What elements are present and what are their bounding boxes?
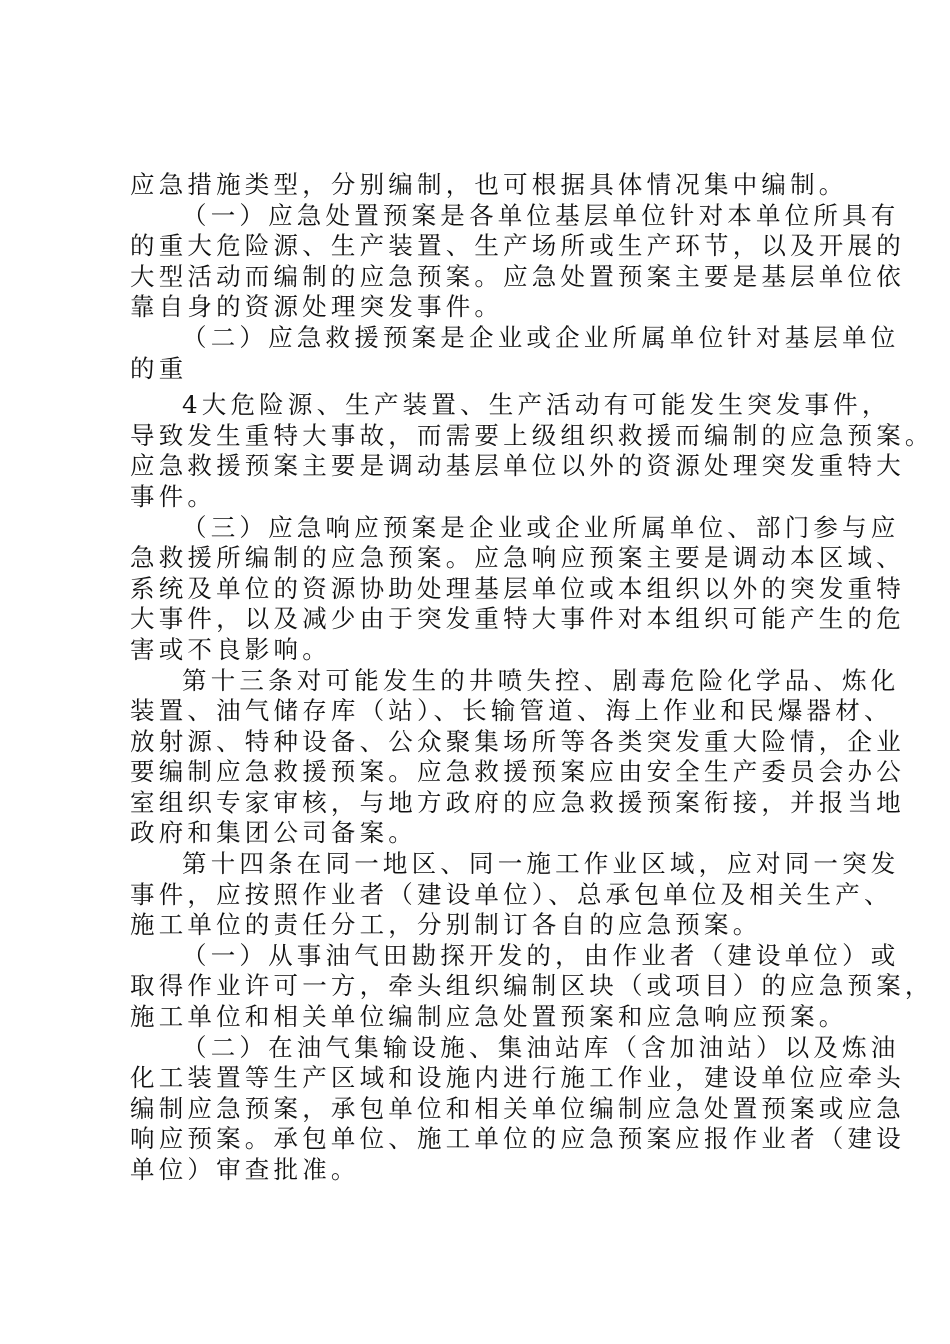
text-line: 第十三条对可能发生的井喷失控、剧毒危险化学品、炼化 — [182, 665, 900, 695]
text-line: （二）在油气集输设施、集油站库（含加油站）以及炼油 — [182, 1032, 900, 1062]
text-line: 室组织专家审核，与地方政府的应急救援预案衔接，并报当地 — [130, 787, 905, 817]
text-line: 应急救援预案主要是调动基层单位以外的资源处理突发重特大 — [130, 451, 905, 481]
text-line: 化工装置等生产区域和设施内进行施工作业，建设单位应牵头 — [130, 1063, 905, 1093]
text-line: 取得作业许可一方，牵头组织编制区块（或项目）的应急预案， — [130, 971, 934, 1001]
text-line: 第十四条在同一地区、同一施工作业区域，应对同一突发 — [182, 849, 900, 879]
text-line: 政府和集团公司备案。 — [130, 818, 417, 848]
text-line: 施工单位和相关单位编制应急处置预案和应急响应预案。 — [130, 1002, 848, 1032]
text-line: 的重大危险源、生产装置、生产场所或生产环节，以及开展的 — [130, 231, 905, 261]
text-line: 害或不良影响。 — [130, 634, 331, 664]
text-line: 系统及单位的资源协助处理基层单位或本组织以外的突发重特 — [130, 573, 905, 603]
text-line: 大型活动而编制的应急预案。应急处置预案主要是基层单位依 — [130, 261, 905, 291]
text-line: 编制应急预案，承包单位和相关单位编制应急处置预案或应急 — [130, 1093, 905, 1123]
text-line: （一）应急处置预案是各单位基层单位针对本单位所具有 — [182, 200, 900, 230]
text-line: 事件，应按照作业者（建设单位）、总承包单位及相关生产、 — [130, 879, 893, 909]
text-line: 的重 — [130, 353, 188, 383]
text-line: 导致发生重特大事故，而需要上级组织救援而编制的应急预案。 — [130, 420, 934, 450]
text-line: 急救援所编制的应急预案。应急响应预案主要是调动本区域、 — [130, 543, 905, 573]
text-line: 施工单位的责任分工，分别制订各自的应急预案。 — [130, 910, 762, 940]
text-line: 大事件，以及减少由于突发重特大事件对本组织可能产生的危 — [130, 604, 905, 634]
text-line: 事件。 — [130, 481, 217, 511]
text-line: （二）应急救援预案是企业或企业所属单位针对基层单位 — [182, 322, 900, 352]
text-line: （一）从事油气田勘探开发的，由作业者（建设单位）或 — [182, 940, 900, 970]
text-line: 放射源、特种设备、公众聚集场所等各类突发重大险情，企业 — [130, 726, 905, 756]
text-line: 应急措施类型，分别编制，也可根据具体情况集中编制。 — [130, 170, 848, 199]
text-line: （三）应急响应预案是企业或企业所属单位、部门参与应 — [182, 512, 900, 542]
text-line: 要编制应急救援预案。应急救援预案应由安全生产委员会办公 — [130, 757, 905, 787]
text-line: 靠自身的资源处理突发事件。 — [130, 292, 504, 322]
text-line: 装置、油气储存库（站）、长输管道、海上作业和民爆器材、 — [130, 696, 893, 726]
text-line: 4大危险源、生产装置、生产活动有可能发生突发事件， — [182, 390, 891, 420]
text-line: 单位）审查批准。 — [130, 1155, 360, 1184]
document-body — [130, 170, 934, 1186]
text-line: 响应预案。承包单位、施工单位的应急预案应报作业者（建设 — [130, 1124, 905, 1154]
